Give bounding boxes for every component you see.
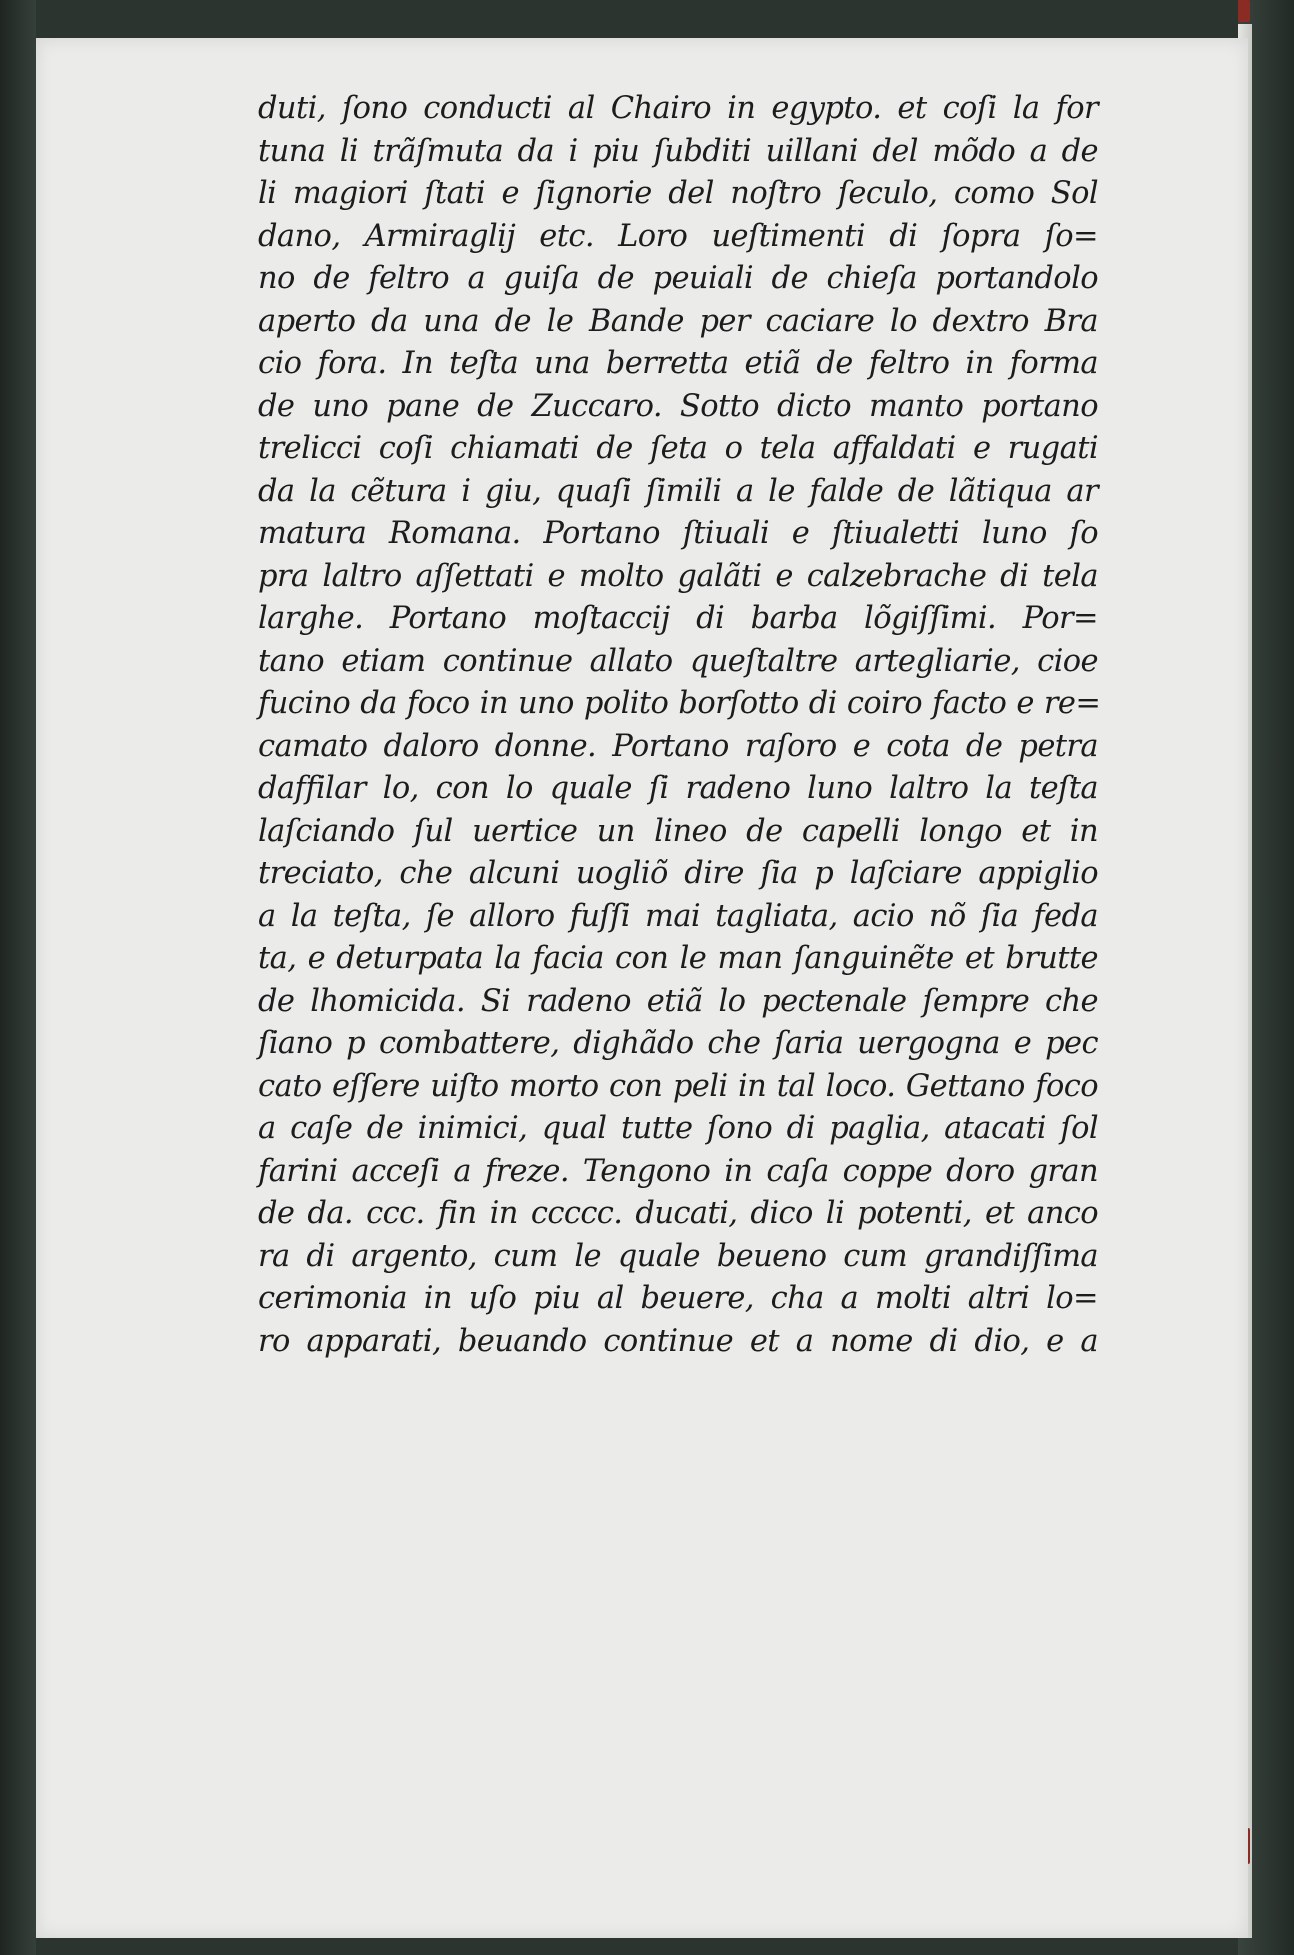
text-line: pra laltro aſſettati e molto galãti e calzebrache di tela [258,558,1098,594]
text-line: de uno pane de Zuccaro. Sotto dicto manto portano [258,388,1098,424]
text-line: tuna li trãſmuta da i piu ſubditi uillani del mõdo a de [258,133,1098,169]
page-text [258,88,1101,1363]
text-line: dano, Armiraglij etc. Loro ueſtimenti di ſopra ſo= [258,218,1098,254]
text-line: daffilar lo, con lo quale ſi radeno luno laltro la teſta [258,771,1098,806]
text-line: cio fora. In teſta una berretta etiã de feltro in forma [258,346,1098,381]
text-line: de lhomicida. Si radeno etiã lo pectenale ſempre che [258,983,1098,1019]
text-line: no de feltro a guiſa de peuiali de chieſa portandolo [258,261,1098,296]
ribbon-marker-top [1238,0,1250,22]
text-line: ra di argento, cum le quale beueno cum grandiſſima [258,1238,1098,1274]
text-line: laſciando ſul uertice un lineo de capelli longo et in [258,813,1098,849]
text-line: tano etiam continue allato queſtaltre artegliarie, cioe [258,643,1098,679]
text-line: matura Romana. Portano ſtiuali e ſtiualetti luno ſo [258,516,1098,551]
text-line: duti, ſono conducti al Chairo in egypto. et coſi la for [258,91,1098,126]
text-line: li magiori ſtati e ſignorie del noſtro ſeculo, como Sol [258,176,1098,211]
text-line: treciato, che alcuni uogliõ dire ſia p laſciare appiglio [258,856,1098,891]
text-line: larghe. Portano moſtaccij di barba lõgiſſimi. Por= [258,601,1098,636]
text-line: cato eſſere uiſto morto con peli in tal loco. Gettano foco [258,1068,1098,1104]
text-line: trelicci coſi chiamati de ſeta o tela affaldati e rugati [258,431,1098,466]
text-line: cerimonia in uſo piu al beuere, cha a molti altri lo= [258,1281,1098,1316]
text-line: a caſe de inimici, qual tutte ſono di paglia, atacati ſol [258,1111,1098,1146]
text-line: aperto da una de le Bande per caciare lo dextro Bra [258,303,1098,339]
book-cover-left [0,0,36,1955]
text-line: ta, e deturpata la facia con le man ſanguinẽte et brutte [258,941,1098,976]
text-line: da la cẽtura i giu, quaſi ſimili a le falde de lãtiqua ar [258,473,1098,509]
text-line: ſiano p combattere, dighãdo che ſaria uergogna e pec [258,1026,1098,1061]
text-line: camato daloro donne. Portano raſoro e cota de petra [258,728,1098,764]
text-line: a la teſta, ſe alloro fuſſi mai tagliata, acio nõ ſia feda [258,898,1098,934]
text-line: de da. ccc. fin in ccccc. ducati, dico li potenti, et anco [258,1196,1098,1231]
text-line: fucino da foco in uno polito borſotto di coiro facto e re= [258,686,1101,721]
text-line: farini acceſi a freze. Tengono in caſa coppe doro gran [258,1153,1098,1189]
text-line: ro apparati, beuando continue et a nome di dio, e a [258,1323,1098,1359]
